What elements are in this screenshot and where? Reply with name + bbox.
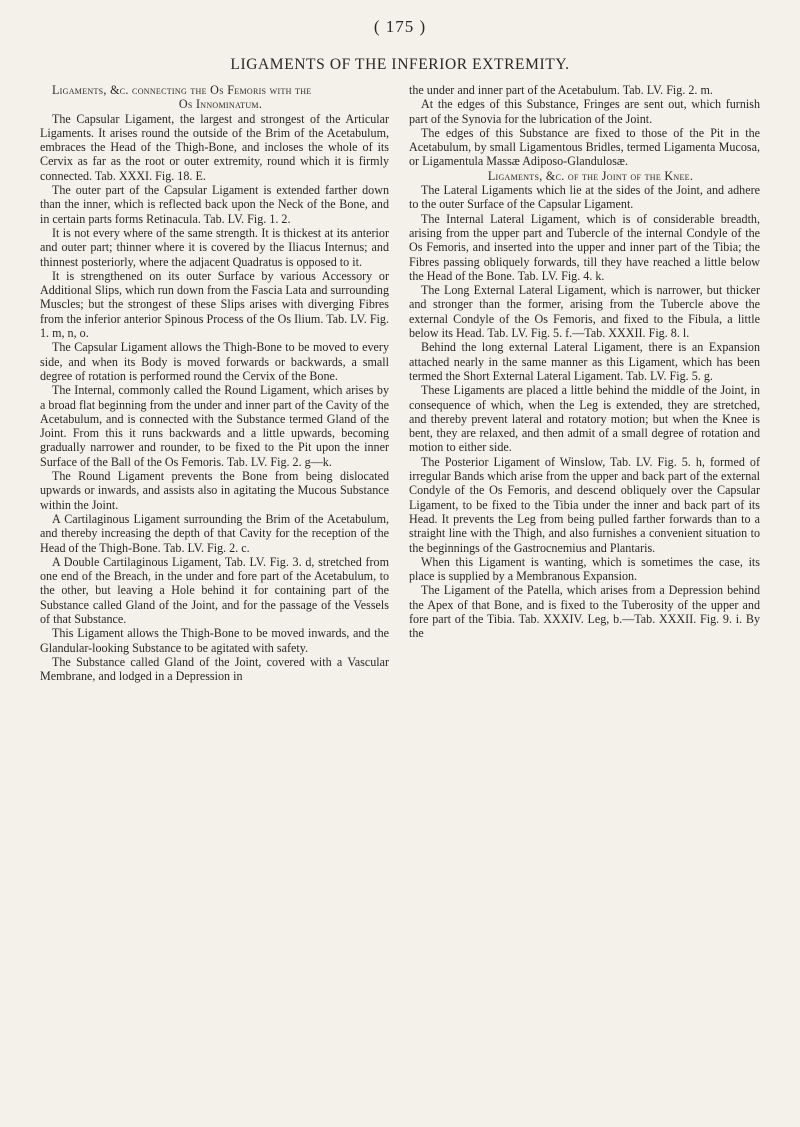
paragraph: The Ligament of the Patella, which arises from a Depression behind the Apex of that Bone, and is fixed to the Tuberosity of the upper and fore part of the Tibia. Tab. XXXIV. Leg, b.—Tab. XXXII. Fig. 9. i. By the (409, 583, 760, 641)
paragraph: The Internal Lateral Ligament, which is of considerable breadth, arising from the upper part and Tubercle of the internal Condyle of the Os Femoris, and inserted into the upper and inner part of the Tibia; the Fibres passing obliquely forwards, till they have reached a little below the Head of the Bone. Tab. LV. Fig. 4. k. (409, 211, 760, 283)
paragraph: The Posterior Ligament of Winslow, Tab. LV. Fig. 5. h, formed of irregular Bands which arise from the upper and back part of the external Condyle of the Os Femoris, and descend obliquely over the Capsular Ligament, to be fixed to the Tibia under the inner and back part of its Head. It prevents the Leg from being pulled farther forwards than to a straight line with the Thigh, and also furnishes a convenient situation to the beginnings of the Gastrocnemius and Plantaris. (409, 454, 760, 555)
paragraph: The edges of this Substance are fixed to those of the Pit in the Acetabulum, by small Ligamentous Bridles, termed Ligamenta Mucosa, or Ligamentula Massæ Adiposo-Glandulosæ. (409, 125, 760, 169)
paragraph: The Internal, commonly called the Round Ligament, which arises by a broad flat beginning from the under and inner part of the Cavity of the Acetabulum, and is connected with the Substance termed Gland of the Joint. From this it runs backwards and a little upwards, becoming gradually narrower and rounder, to be fixed to the Pit upon the inner Surface of the Ball of the Os Femoris. Tab. LV. Fig. 2. g—k. (40, 383, 389, 469)
section-heading-hip-line2: Os Innominatum. (178, 97, 263, 112)
paragraph: The Long External Lateral Ligament, which is narrower, but thicker and stronger than the former, arising from the Tubercle above the external Condyle of the Os Femoris, and fixed to the Fibula, a little below its Head. Tab. LV. Fig. 5. f.—Tab. XXXII. Fig. 8. l. (409, 283, 760, 341)
paragraph: It is not every where of the same strength. It is thickest at its anterior and outer part; thinner where it is covered by the Iliacus Internus; and thinnest posteriorly, where the adjacent Quadratus is opposed to it. (40, 225, 389, 269)
paragraph: The Substance called Gland of the Joint, covered with a Vascular Membrane, and lodged in a Depression in (40, 654, 389, 684)
right-column (409, 83, 760, 641)
section-heading-knee: Ligaments, &c. of the Joint of the Knee. (487, 168, 694, 183)
section-heading-hip: Ligaments, &c. connecting the Os Femoris with the (52, 83, 312, 97)
running-title: LIGAMENTS OF THE INFERIOR EXTREMITY. (230, 56, 570, 73)
left-column (40, 83, 389, 683)
paragraph: The Round Ligament prevents the Bone from being dislocated upwards or inwards, and assists also in agitating the Mucous Substance within the Joint. (40, 469, 389, 512)
paragraph: The Capsular Ligament, the largest and strongest of the Articular Ligaments. It arises round the outside of the Brim of the Acetabulum, embraces the Head of the Thigh-Bone, and incloses the whole of its Cervix as far as the root or outer extremity, round which it is firmly connected. Tab. XXXI. Fig. 18. E. (40, 111, 389, 183)
paragraph: When this Ligament is wanting, which is sometimes the case, its place is supplied by a Membranous Expansion. (409, 554, 760, 584)
paragraph: A Double Cartilaginous Ligament, Tab. LV. Fig. 3. d, stretched from one end of the Breach, in the under and fore part of the Acetabulum, to the other, but leaving a Hole behind it for containing part of the Substance called Gland of the Joint, and for the passage of the Vessels of that Substance. (40, 554, 389, 626)
paragraph: At the edges of this Substance, Fringes are sent out, which furnish part of the Synovia for the lubrication of the Joint. (409, 97, 760, 126)
paragraph: This Ligament allows the Thigh-Bone to be moved inwards, and the Glandular-looking Substance to be agitated with safety. (40, 626, 389, 655)
paragraph: the under and inner part of the Acetabulum. Tab. LV. Fig. 2. m. (409, 83, 713, 97)
paragraph: It is strengthened on its outer Surface by various Accessory or Additional Slips, which run down from the Fascia Lata and surrounding Muscles; but the strongest of these Slips arises with diverging Fibres from the inferior anterior Spinous Process of the Os Ilium. Tab. LV. Fig. 1. m, n, o. (40, 268, 389, 341)
paragraph: The outer part of the Capsular Ligament is extended farther down than the inner, which is reflected back upon the Neck of the Bone, and in certain parts forms Retinacula. Tab. LV. Fig. 1. 2. (40, 183, 389, 226)
paragraph: Behind the long external Lateral Ligament, there is an Expansion attached nearly in the same manner as this Ligament, which has been termed the Short External Lateral Ligament. Tab. LV. Fig. 5. g. (409, 340, 760, 383)
paragraph: The Lateral Ligaments which lie at the sides of the Joint, and adhere to the outer Surface of the Capsular Ligament. (409, 183, 760, 212)
paragraph: A Cartilaginous Ligament surrounding the Brim of the Acetabulum, and thereby increasing the depth of that Cavity for the reception of the Head of the Thigh-Bone. Tab. LV. Fig. 2. c. (40, 511, 389, 555)
paragraph: These Ligaments are placed a little behind the middle of the Joint, in consequence of which, when the Leg is extended, they are stretched, and thereby prevent lateral and rotatory motion; but when the Knee is bent, they are relaxed, and then admit of a small degree of rotation and motion to either side. (409, 383, 760, 455)
paragraph: The Capsular Ligament allows the Thigh-Bone to be moved to every side, and when its Body is moved forwards or backwards, a small degree of rotation is performed round the Cervix of the Bone. (40, 340, 389, 383)
page-number: ( 175 ) (373, 17, 427, 36)
